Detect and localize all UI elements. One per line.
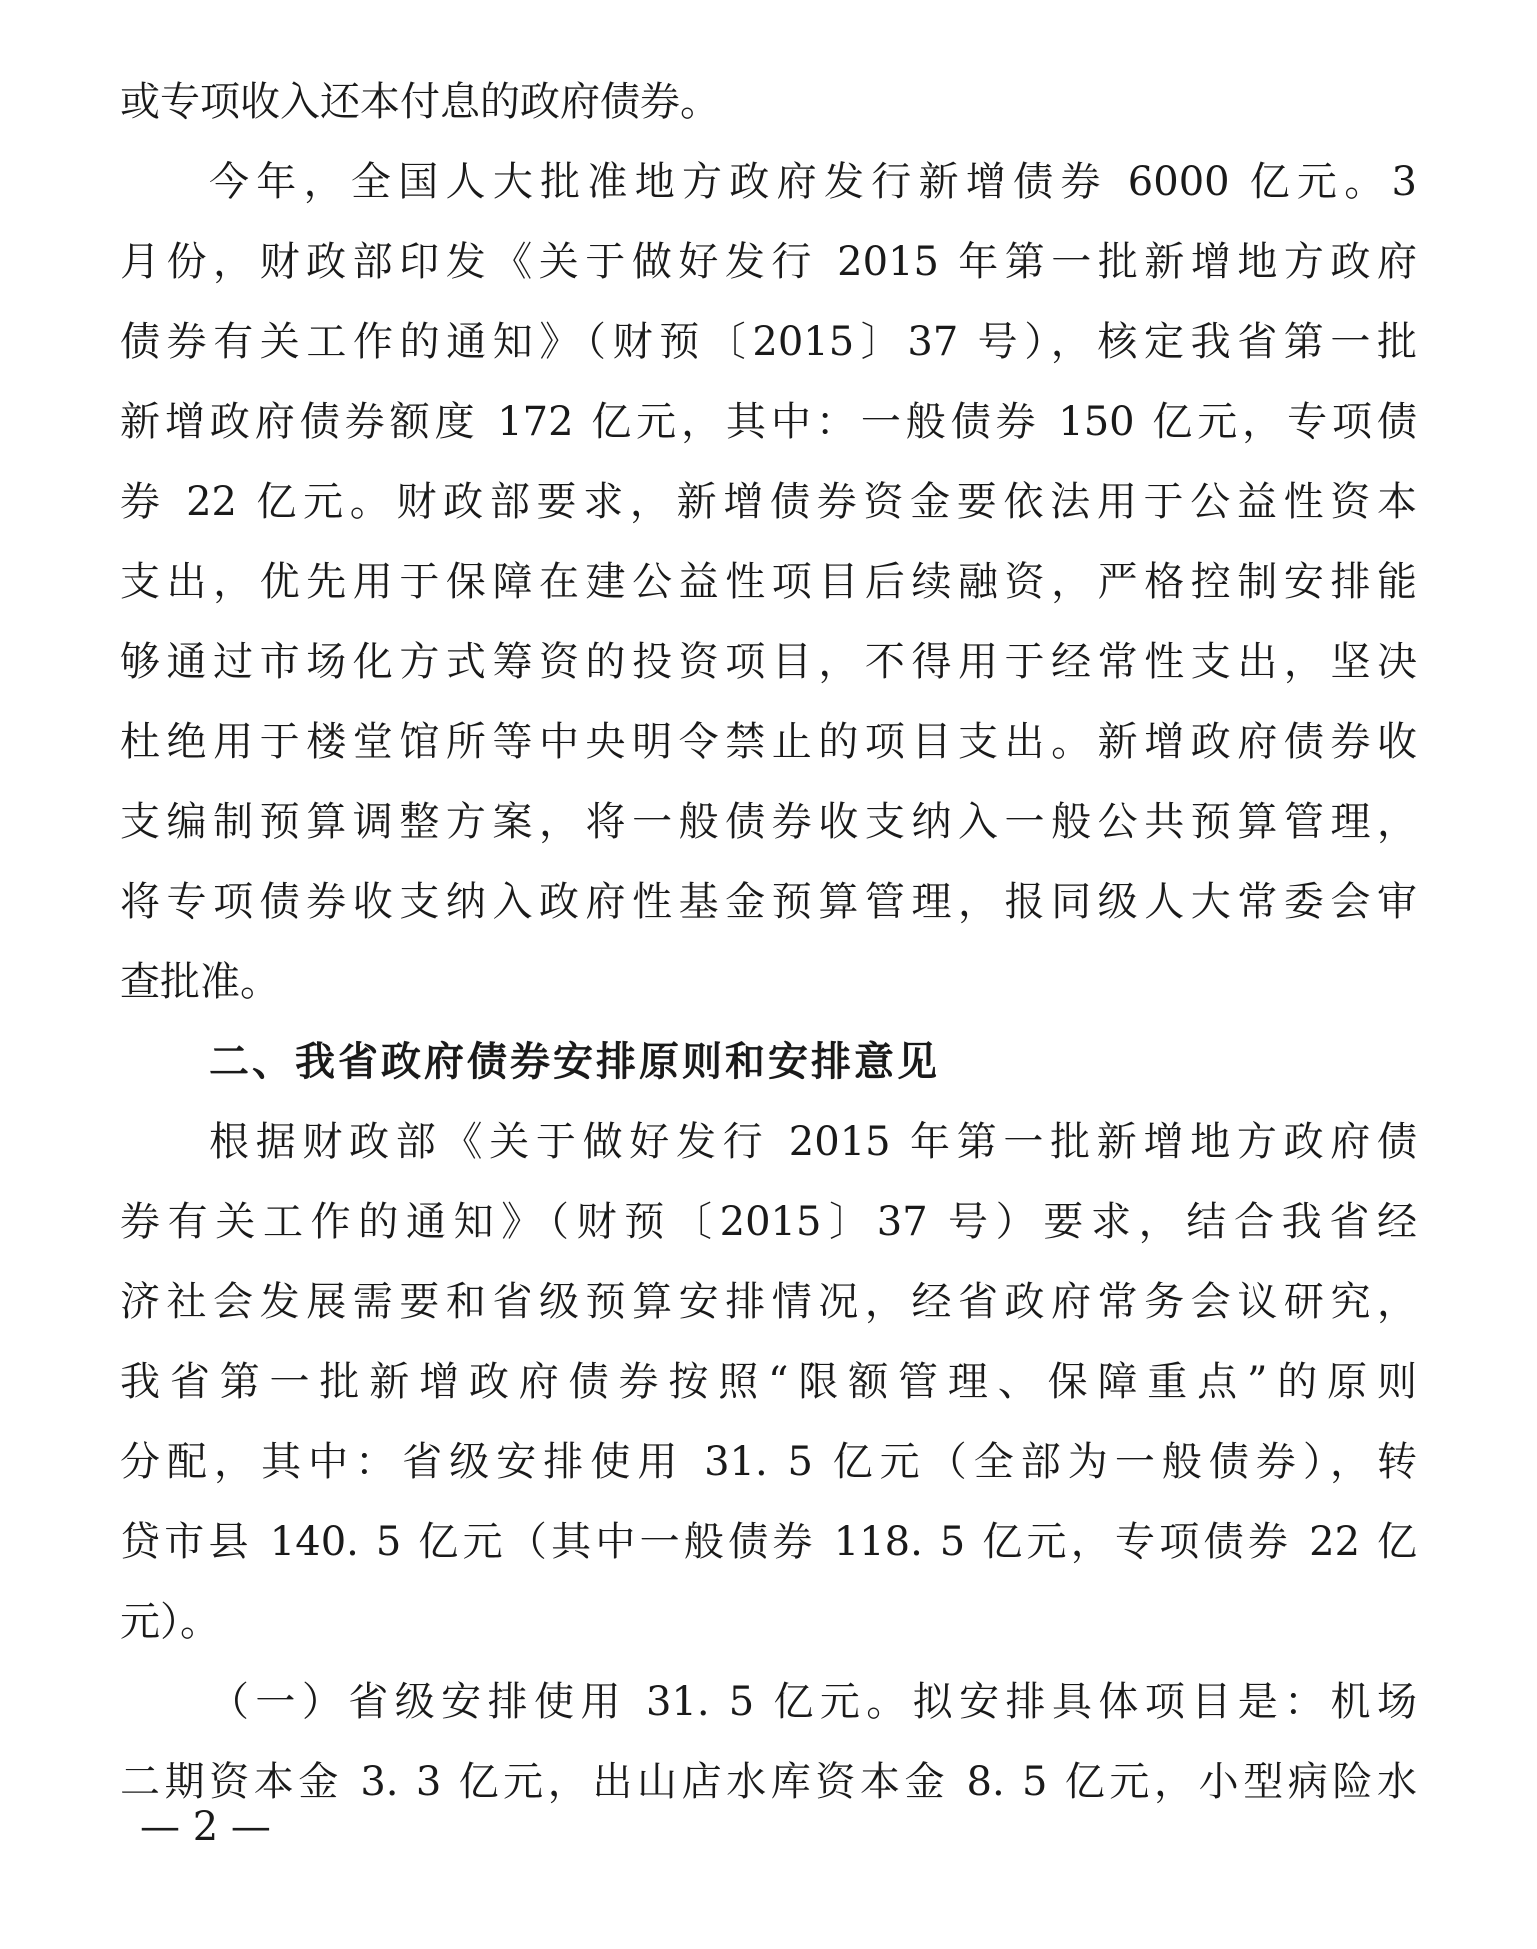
text-line: （一）省级安排使用 31. 5 亿元。拟安排具体项目是：机场 [209, 1679, 1417, 1725]
text-line: 根据财政部《关于做好发行 2015 年第一批新增地方政府债 [209, 1119, 1417, 1165]
text-line: 够通过市场化方式筹资的投资项目，不得用于经常性支出，坚决 [120, 639, 1417, 685]
text-line: 新增政府债券额度 172 亿元，其中：一般债券 150 亿元，专项债 [120, 399, 1417, 445]
text-line: 贷市县 140. 5 亿元（其中一般债券 118. 5 亿元，专项债券 22 亿 [120, 1519, 1417, 1565]
text-line: 二期资本金 3. 3 亿元，出山店水库资本金 8. 5 亿元，小型病险水 [120, 1759, 1417, 1805]
text-line: 元）。 [120, 1599, 220, 1645]
text-line: 查批准。 [120, 959, 280, 1005]
text-line: 月份，财政部印发《关于做好发行 2015 年第一批新增地方政府 [120, 239, 1417, 285]
section-heading: 二、我省政府债券安排原则和安排意见 [209, 1039, 940, 1085]
text-line: 或专项收入还本付息的政府债券。 [120, 79, 720, 125]
text-line: 今年，全国人大批准地方政府发行新增债券 6000 亿元。3 [209, 159, 1417, 205]
text-line: 支编制预算调整方案，将一般债券收支纳入一般公共预算管理， [120, 799, 1417, 845]
text-line: 支出，优先用于保障在建公益性项目后续融资，严格控制安排能 [120, 559, 1417, 605]
text-line: 我省第一批新增政府债券按照“限额管理、保障重点”的原则 [120, 1359, 1417, 1405]
text-line: 债券有关工作的通知》（财预〔2015〕37 号），核定我省第一批 [120, 319, 1417, 365]
text-line: 杜绝用于楼堂馆所等中央明令禁止的项目支出。新增政府债券收 [120, 719, 1417, 765]
text-line: 济社会发展需要和省级预算安排情况，经省政府常务会议研究， [120, 1279, 1417, 1325]
page-number: — 2 — [140, 1804, 271, 1850]
text-line: 分配，其中：省级安排使用 31. 5 亿元（全部为一般债券），转 [120, 1439, 1417, 1485]
text-line: 券 22 亿元。财政部要求，新增债券资金要依法用于公益性资本 [120, 479, 1417, 525]
text-line: 将专项债券收支纳入政府性基金预算管理，报同级人大常委会审 [120, 879, 1417, 925]
text-line: 券有关工作的通知》（财预〔2015〕37 号）要求，结合我省经 [120, 1199, 1417, 1245]
